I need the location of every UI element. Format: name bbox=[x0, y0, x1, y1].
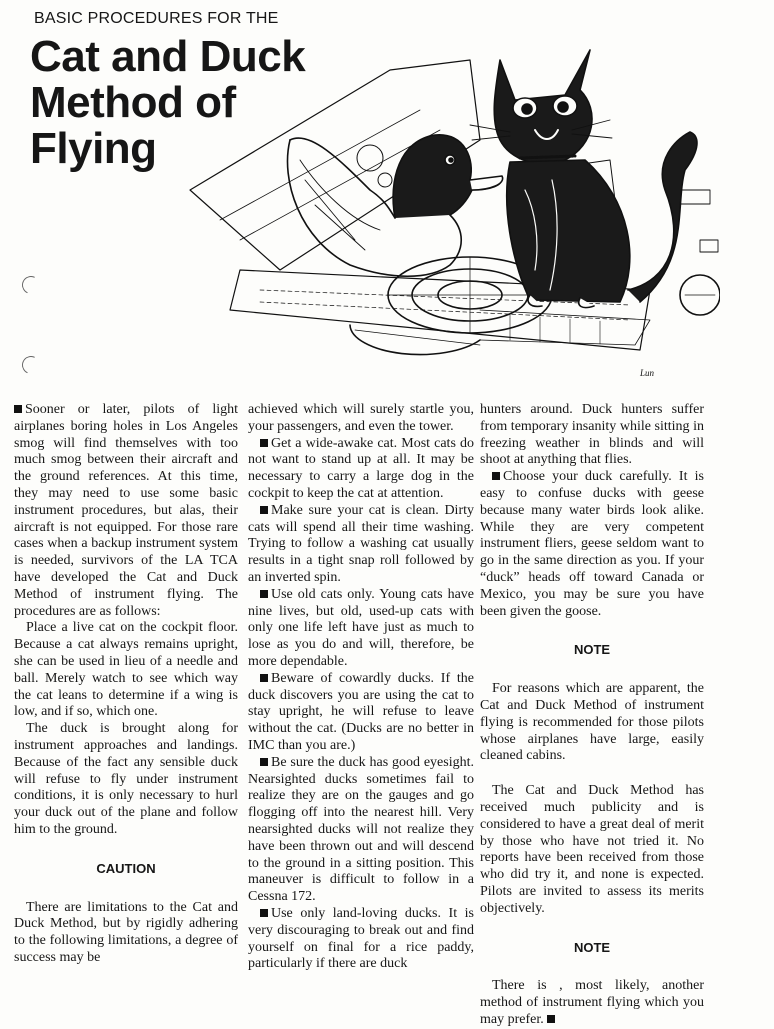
article-column-3 bbox=[480, 402, 704, 1029]
limitation-paragraph: Be sure the duck has good eyesight. Nearsighted ducks sometimes fail to realize they are on the gauges and go flogging off into the nearest hill. Very nearsighted ducks will not realize they have been thrown out and will descend to the ground in a sitting position. This maneuver is difficult to follow in a Cessna 172. bbox=[248, 754, 474, 905]
article-column-2 bbox=[248, 402, 474, 973]
limitation-paragraph: Beware of cowardly ducks. If the duck discovers you are using the cat to stay upright, he will refuse to leave without the cat. (Ducks are no better in IMC than you are.) bbox=[248, 670, 474, 753]
note-paragraph: For reasons which are apparent, the Cat and Duck Method of instrument flying is recommended for those pilots whose airplanes have large, easily cleaned cabins. bbox=[480, 681, 704, 764]
limitation-paragraph: Make sure your cat is clean. Dirty cats will spend all their time washing. Trying to follow a washing cat usually results in a tight snap roll followed by an inverted spin. bbox=[248, 502, 474, 585]
note-heading: NOTE bbox=[573, 939, 611, 955]
artist-signature: Lun bbox=[640, 368, 655, 378]
caution-paragraph: There are limitations to the Cat and Duck Method, but by rigidly adhering to the following limitations, a degree of success may be bbox=[14, 899, 238, 965]
bullet-square-icon bbox=[260, 758, 268, 766]
punch-hole-mark bbox=[19, 273, 42, 296]
title-line-2: Method of bbox=[30, 78, 236, 127]
limitation-paragraph: Use old cats only. Young cats have nine lives, but old, used-up cats with only one life left have just as much to lose as you do and will, therefore, be more dependable. bbox=[248, 586, 474, 669]
punch-hole-mark bbox=[19, 353, 42, 376]
rule-duck-paragraph: The duck is brought along for instrument approaches and landings. Because of the fact any sensible duck will refuse to fly under instrument conditions, it is only necessary to hurl your duck out of the plane and follow him to the ground. bbox=[14, 721, 238, 837]
article-kicker: BASIC PROCEDURES FOR THE bbox=[34, 10, 279, 27]
bullet-square-icon bbox=[260, 506, 268, 514]
bullet-square-icon bbox=[492, 472, 500, 480]
cat-and-duck-illustration bbox=[180, 40, 720, 380]
bullet-square-icon bbox=[260, 909, 268, 917]
limitation-paragraph: Choose your duck carefully. It is easy to confuse ducks with geese because many water birds look alike. While they are very competent instrument fliers, geese seldom want to go in the same direction as you. If your “duck” heads off toward Canada or Mexico, you may be sure you have been given the goose. bbox=[480, 469, 704, 619]
closing-paragraph: There is , most likely, another method of instrument flying which you may prefer. bbox=[480, 978, 704, 1027]
continuation-paragraph: hunters around. Duck hunters suffer from temporary insanity while sitting in freezing weather in blinds and will shoot at anything that flies. bbox=[480, 402, 704, 468]
caution-heading: CAUTION bbox=[96, 860, 156, 876]
bullet-square-icon bbox=[14, 405, 22, 413]
end-mark-icon bbox=[547, 1015, 555, 1023]
bullet-square-icon bbox=[260, 674, 268, 682]
note-paragraph: The Cat and Duck Method has received much publicity and is considered to have a great deal of merit by those who have not tried it. No reports have been received from those who did try it, and none is expected. Pilots are invited to assess its merits objectively. bbox=[480, 783, 704, 916]
bullet-square-icon bbox=[260, 590, 268, 598]
limitation-paragraph: Get a wide-awake cat. Most cats do not want to stand up at all. It may be necessary to carry a large dog in the cockpit to keep the cat at attention. bbox=[248, 435, 474, 501]
title-line-1: Cat and Duck bbox=[30, 32, 306, 81]
duck-icon bbox=[288, 135, 503, 276]
bullet-square-icon bbox=[260, 439, 268, 447]
continuation-paragraph: achieved which will surely startle you, your passengers, and even the tower. bbox=[248, 402, 474, 434]
limitation-paragraph: Use only land-loving ducks. It is very discouraging to break out and find yourself on final for a rice paddy, particularly if there are duck bbox=[248, 905, 474, 972]
cat-icon bbox=[470, 50, 697, 308]
rule-cat-paragraph: Place a live cat on the cockpit floor. Because a cat always remains upright, she can be used in lieu of a needle and ball. Merely watch to see which way the cat leans to determine if a wing is low, and if so, which one. bbox=[14, 620, 238, 720]
title-line-3: Flying bbox=[30, 124, 157, 173]
intro-paragraph bbox=[14, 402, 238, 620]
article-column-1 bbox=[14, 402, 238, 967]
intro-text: Sooner or later, pilots of light airplanes boring holes in Los Angeles smog will find themselves with too much smog between their aircraft and the ground references. At this time, they may need to use some basic instrument procedures, but alas, their aircraft is not equipped. For those rare cases when a backup instrument system is needed, survivors of the LA TCA have developed the Cat and Duck Method of instrument flying. The procedures are as follows: bbox=[14, 402, 238, 619]
note-heading: NOTE bbox=[573, 642, 611, 658]
